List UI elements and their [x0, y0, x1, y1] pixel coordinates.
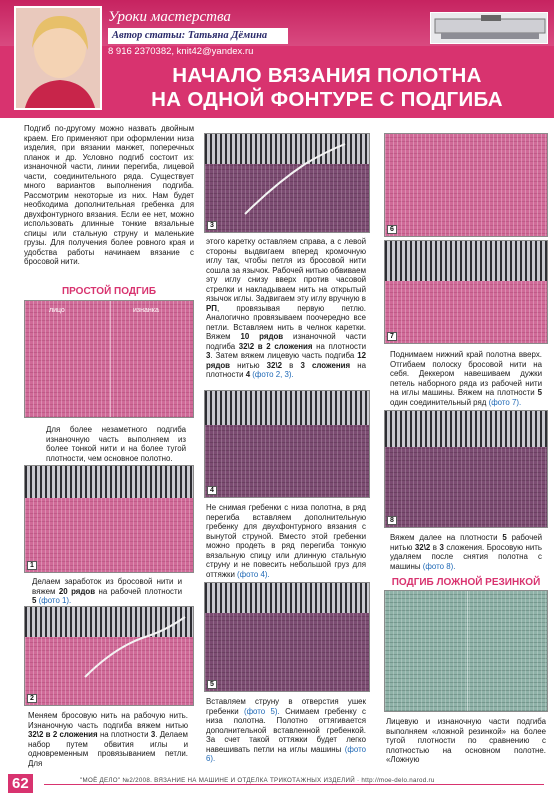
- p3-k: нитью: [230, 360, 267, 370]
- p3-p: 4: [245, 370, 251, 379]
- machine-needles: [385, 411, 548, 447]
- paragraph-false-rib: Лицевую и изнаночную части подгиба выполняем «ложной резинкой» на более тугой плотности по сравнению с плотностью на основном полотне. «Ложную: [386, 717, 546, 764]
- working-thread: [25, 607, 194, 706]
- p1-text-c: на рабочей плотности: [95, 586, 183, 596]
- machine-needles: [385, 241, 548, 281]
- machine-needles: [205, 583, 370, 613]
- p3-f: 32\2 в 2 сложения: [238, 341, 313, 351]
- knitted-fabric: [385, 281, 548, 344]
- p6-c: один соединительный ряд: [390, 397, 489, 407]
- p5-ref2: (фото 6).: [206, 744, 366, 763]
- p3-i: . Затем вяжем лицевую часть подгиба: [210, 351, 358, 360]
- photo-8: [384, 410, 548, 528]
- knitted-fabric: [385, 134, 548, 237]
- p2-text-c: на плотности: [97, 730, 151, 739]
- paragraph-continue: [390, 533, 542, 571]
- p5-ref: (фото 5).: [243, 706, 280, 716]
- column-1: [24, 124, 194, 276]
- photo-3: [204, 133, 370, 233]
- photo-number-badge: 4: [207, 486, 217, 495]
- photo-number-badge: 7: [387, 332, 397, 341]
- p3-m: в: [282, 360, 301, 370]
- intro-paragraph: Подгиб по-другому можно назвать двойным краем. Его применяют при оформлении низа изделия, при вязании манжет, поперечных планок и др. Условно подгиб состоит из: изнаночной части, линии перегиба, лицевой части, соединительного ряда. Существует много вариантов выполнения подгиба. Рассмотрим некоторые из них. Нам будет необходима дополнительная гребенка для двухфонтурного вязания. Если ее нет, можно использовать длинные тонкие вязальные спицы или стальную струну и маленькие грузы. Для получения более ровного края и удобства работы начинаем вязание с бросовой нити.: [24, 124, 194, 266]
- p4-a: Не снимая гребенки с низа полотна, в ряд перегиба вставляем дополнительную гребенку для двухфонтурного вязания с вынутой струной. Вместо этой гребенки можно продеть в ряд перегиба тонкую вязальную спицу или длинную стальную струну и не повесить небольшой груз для оттяжки: [206, 503, 366, 579]
- p3-ref: (фото 2, 3).: [250, 370, 294, 379]
- paragraph-cast-on: [206, 237, 366, 380]
- knitted-fabric: [385, 447, 548, 528]
- machine-needles: [25, 466, 194, 498]
- sample-divider: [110, 301, 111, 418]
- photo-number-badge: 5: [207, 680, 217, 689]
- p1-text-a: Делаем заработок из бросовой нити и вяжем: [32, 577, 182, 596]
- p7-d: 32\2: [414, 542, 431, 552]
- p5-c: Снимаем гребенку с низа полотна. Полотно оттягивается дополнительной вставленной гребенкой. За счет такой оттяжки будет легко навешивать петли на иглы машины: [206, 706, 367, 754]
- footer-caption: "МОЁ ДЕЛО" №2/2008. ВЯЗАНИЕ НА МАШИНЕ И ОТДЕЛКА ТРИКОТАЖНЫХ ИЗДЕЛИЙ · http://moe-delo.narod.ru: [80, 777, 435, 784]
- p7-b: 5: [502, 533, 507, 542]
- knitted-fabric: [25, 498, 194, 573]
- machine-needles: [205, 391, 370, 425]
- p3-g: на плотности: [312, 341, 366, 351]
- p3-c: , провязывая первую петлю. Аналогично провязываем поочередно все петли. Вставляем нить в челнок каретки. Вяжем: [206, 303, 366, 341]
- sample-label-back: изнанка: [133, 307, 159, 314]
- p2-text-d: 3: [150, 730, 156, 739]
- p7-e: в: [430, 542, 440, 552]
- p6-b: 5: [537, 388, 542, 397]
- working-thread: [205, 134, 370, 233]
- p1-text-d: 5: [32, 596, 37, 605]
- photo-number-badge: 1: [27, 561, 37, 570]
- p7-a: Вяжем далее на плотности: [390, 533, 503, 542]
- p6-ref: (фото 7).: [488, 397, 522, 407]
- article-title: [108, 64, 546, 112]
- photo-simple-hem-sample: [24, 300, 194, 418]
- knitting-machine-image: [430, 12, 548, 44]
- p3-a: этого каретку оставляем справа, а с левой стороны выдвигаем вперед кромочную иглу так, чтобы петля из бросовой нити сошла за язычок. Рабочей нитью обвиваем эту иглу снизу вверх против часовой стрелки и накладываем нить на открытый язычок иглы. Задвигаем эту иглу вручную в: [206, 237, 366, 303]
- p3-j: 12 рядов: [206, 351, 366, 370]
- p2-text-e: . Делаем набор путем обвития иглы и одновременным провязыванием петли. Для: [28, 730, 188, 768]
- author-portrait: [14, 6, 102, 110]
- p1-ref: (фото 1).: [36, 596, 72, 605]
- p3-b: РП: [206, 303, 217, 313]
- photo-number-badge: 3: [207, 221, 217, 230]
- section-title: Уроки мастерства: [108, 9, 231, 25]
- author-contact: 8 916 2370382, knit42@yandex.ru: [108, 46, 254, 57]
- paragraph-tighter-thread: Для более незаметного подгиба изнаночную часть выполняем из более тонкой нити и на более тугой плотности, чем основное полотно.: [46, 425, 186, 463]
- knitted-fabric: [205, 613, 370, 692]
- subhead-false-rib-hem: ПОДГИБ ЛОЖНОЙ РЕЗИНКОЙ: [391, 577, 541, 588]
- photo-false-rib-sample: [384, 590, 548, 712]
- p5-a: Вставляем струну в отверстия ушек гребенки: [206, 697, 366, 716]
- p2-text-a: Меняем бросовую нить на рабочую нить. Изнаночную часть подгиба вяжем нитью: [28, 711, 188, 730]
- p3-l: 32\2: [266, 360, 283, 370]
- title-line-1: НАЧАЛО ВЯЗАНИЯ ПОЛОТНА: [172, 64, 482, 87]
- p1-text-b: 20 рядов: [58, 586, 96, 596]
- p7-f: 3: [439, 542, 444, 552]
- photo-1: [24, 465, 194, 573]
- photo-4: [204, 390, 370, 498]
- p3-e: изнаночной части подгиба: [206, 332, 367, 351]
- page-footer: [0, 768, 554, 800]
- photo-number-badge: 2: [27, 694, 37, 703]
- article-header: [0, 0, 554, 118]
- paragraph-photo1: [32, 577, 182, 606]
- photo-7: [384, 240, 548, 344]
- photo-5: [204, 582, 370, 692]
- paragraph-hang-loops: [390, 350, 542, 407]
- knitted-fabric: [205, 425, 370, 498]
- subhead-simple-hem: ПРОСТОЙ ПОДГИБ: [61, 286, 157, 297]
- paragraph-photo2: [28, 711, 188, 768]
- photo-number-badge: 8: [387, 516, 397, 525]
- p2-text-b: 32\2 в 2 сложения: [28, 730, 98, 739]
- photo-6: [384, 133, 548, 237]
- p3-n: 3 сложения: [300, 360, 351, 370]
- p7-g: сложения. Бросовую нить удаляем после снятия полотна с машины: [390, 542, 542, 571]
- paragraph-comb: [206, 503, 366, 579]
- p3-d: 10 рядов: [240, 332, 284, 341]
- paragraph-wire: [206, 697, 366, 764]
- p7-c: рабочей нитью: [390, 533, 542, 552]
- p4-ref: (фото 4).: [237, 569, 270, 579]
- p6-a: Поднимаем нижний край полотна вверх. Отгибаем полоску бросовой нити на себя. Деккером навешиваем дужки петель наборного ряда из рабочей нити на иглы машины. Вяжем на плотности: [390, 350, 542, 397]
- footer-rule: [44, 784, 544, 785]
- page-number: 62: [8, 774, 33, 793]
- p3-o: на плотности: [206, 360, 366, 379]
- sample-divider: [467, 591, 468, 712]
- title-line-2: НА ОДНОЙ ФОНТУРЕ С ПОДГИБА: [151, 88, 503, 111]
- photo-number-badge: 6: [387, 225, 397, 234]
- p3-h: 3: [206, 351, 211, 360]
- author-name: Автор статьи: Татьяна Дёмина: [108, 28, 288, 44]
- sample-label-face: лицо: [49, 307, 65, 314]
- photo-2: [24, 606, 194, 706]
- p7-ref: (фото 8).: [422, 561, 456, 571]
